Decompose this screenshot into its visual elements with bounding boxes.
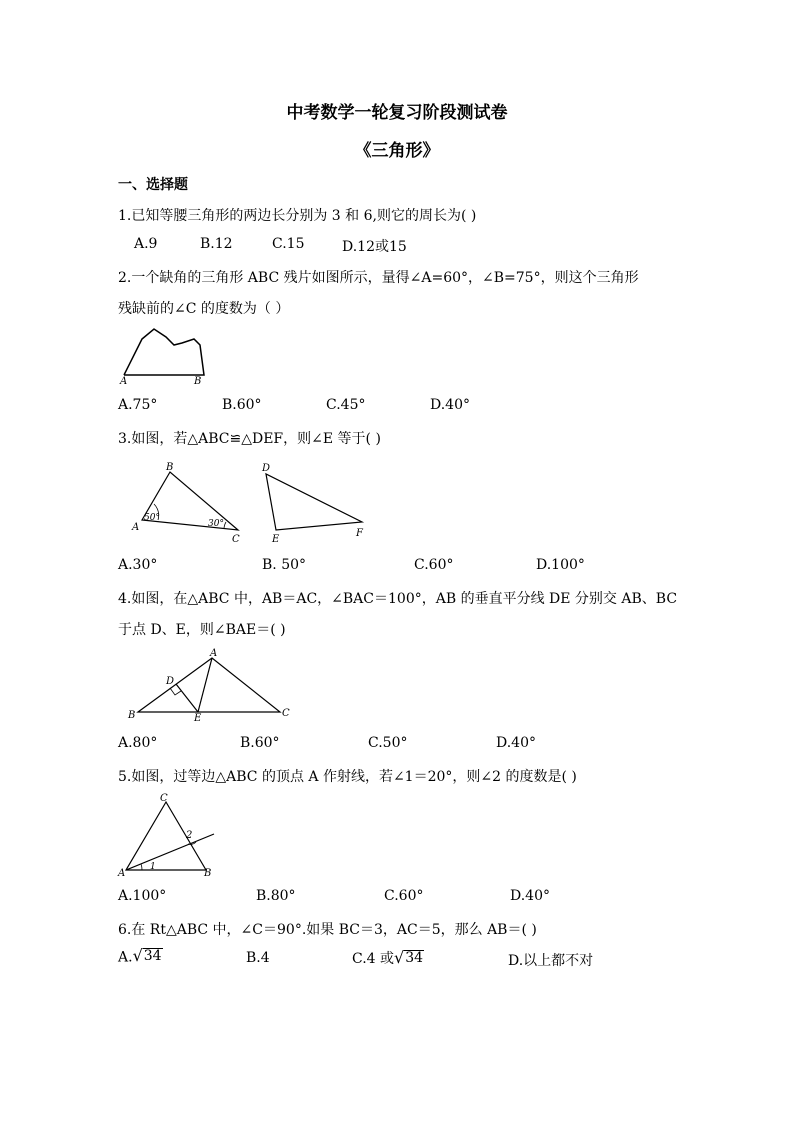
q4-option-c[interactable]: C.50° (368, 735, 408, 751)
segment-de (176, 684, 198, 712)
q4-label-e: E (194, 713, 202, 724)
q5-option-c[interactable]: C.60° (384, 888, 424, 904)
q5-label-b: B (204, 868, 212, 879)
q4-option-d[interactable]: D.40° (496, 735, 536, 751)
triangle-abc (138, 658, 280, 712)
question-5-stem: 5.如图，过等边△ABC 的顶点 A 作射线，若∠1＝20°，则∠2 的度数是( ) (118, 769, 577, 785)
q1-option-d[interactable]: D.12或15 (342, 239, 407, 255)
question-6-stem: 6.在 Rt△ABC 中，∠C＝90°.如果 BC＝3，AC＝5，那么 AB＝( ) (118, 922, 537, 938)
question-1-stem: 1.已知等腰三角形的两边长分别为 3 和 6,则它的周长为( ) (118, 208, 477, 224)
q6-option-c[interactable] (352, 948, 424, 968)
q2-option-d[interactable]: D.40° (430, 397, 470, 413)
q3-label-c: C (232, 534, 240, 545)
angle-c-arc (224, 522, 226, 529)
broken-triangle-outline (124, 329, 204, 375)
ray-from-a (126, 834, 214, 870)
q2-option-a[interactable]: A.75° (118, 397, 158, 413)
q6-option-d[interactable]: D.以上都不对 (508, 953, 594, 969)
q1-option-a[interactable]: A.9 (134, 236, 158, 252)
q3-option-c[interactable]: C.60° (414, 557, 454, 573)
q3-figure (128, 458, 378, 552)
q3-option-b[interactable]: B. 50° (262, 557, 307, 573)
triangle-def (266, 474, 362, 530)
question-3-stem: 3.如图，若△ABC≌△DEF，则∠E 等于( ) (118, 431, 381, 447)
q4-label-d: D (166, 676, 175, 687)
angle-1-arc (141, 864, 142, 870)
page-title: 中考数学一轮复习阶段测试卷 (286, 103, 508, 123)
radicand: 34 (143, 948, 162, 964)
q4-label-a: A (210, 648, 218, 659)
q4-label-c: C (282, 708, 290, 719)
q3-angle-50: 50° (144, 513, 160, 523)
sqrt-symbol: √ 34 (394, 948, 424, 967)
q5-label-c: C (160, 793, 168, 804)
radicand: 34 (405, 949, 424, 966)
q6-option-a[interactable] (118, 948, 163, 965)
sqrt-symbol: √ 34 (132, 946, 162, 966)
q5-option-b[interactable]: B.80° (256, 888, 296, 904)
q3-angle-30: 30° (208, 519, 224, 529)
q2-option-b[interactable]: B.60° (222, 397, 262, 413)
q5-figure (116, 792, 226, 886)
q3-label-b: B (166, 462, 174, 473)
question-2-stem-line2: 残缺前的∠C 的度数为（ ） (118, 301, 290, 317)
q2-label-a: A (120, 376, 128, 387)
q4-figure (124, 646, 304, 728)
q3-label-a: A (132, 522, 140, 533)
q5-option-a[interactable]: A.100° (118, 888, 167, 904)
question-4-stem-line1: 4.如图，在△ABC 中，AB＝AC，∠BAC＝100°，AB 的垂直平分线 DE 分别交 AB、BC (118, 591, 678, 607)
q4-label-b: B (128, 710, 136, 721)
q6-option-a-prefix: A. (118, 949, 133, 966)
question-2-stem-line1: 2.一个缺角的三角形 ABC 残片如图所示，量得∠A=60°，∠B=75°，则这个三角形 (118, 270, 639, 286)
q1-option-b[interactable]: B.12 (200, 236, 233, 252)
q3-option-a[interactable]: A.30° (118, 557, 158, 573)
q4-option-b[interactable]: B.60° (240, 735, 280, 751)
equilateral-triangle-abc (126, 802, 206, 870)
q6-option-b[interactable]: B.4 (246, 950, 270, 966)
q6-option-c-prefix: C.4 或 (352, 951, 395, 967)
q2-figure (118, 325, 208, 391)
q5-label-1: 1 (150, 862, 156, 872)
q3-label-f: F (356, 528, 363, 539)
q1-option-c[interactable]: C.15 (272, 236, 305, 252)
q5-label-2: 2 (186, 830, 193, 841)
q2-label-b: B (194, 376, 202, 387)
question-4-stem-line2: 于点 D、E，则∠BAE＝( ) (118, 622, 286, 638)
q5-label-a: A (118, 868, 126, 879)
section-heading: 一、选择题 (118, 177, 188, 193)
q2-option-c[interactable]: C.45° (326, 397, 366, 413)
q4-option-a[interactable]: A.80° (118, 735, 158, 751)
q3-label-d: D (262, 463, 271, 474)
q3-option-d[interactable]: D.100° (536, 557, 585, 573)
page-subtitle: 《三角形》 (354, 141, 440, 161)
q5-option-d[interactable]: D.40° (510, 888, 550, 904)
q3-label-e: E (272, 534, 280, 545)
